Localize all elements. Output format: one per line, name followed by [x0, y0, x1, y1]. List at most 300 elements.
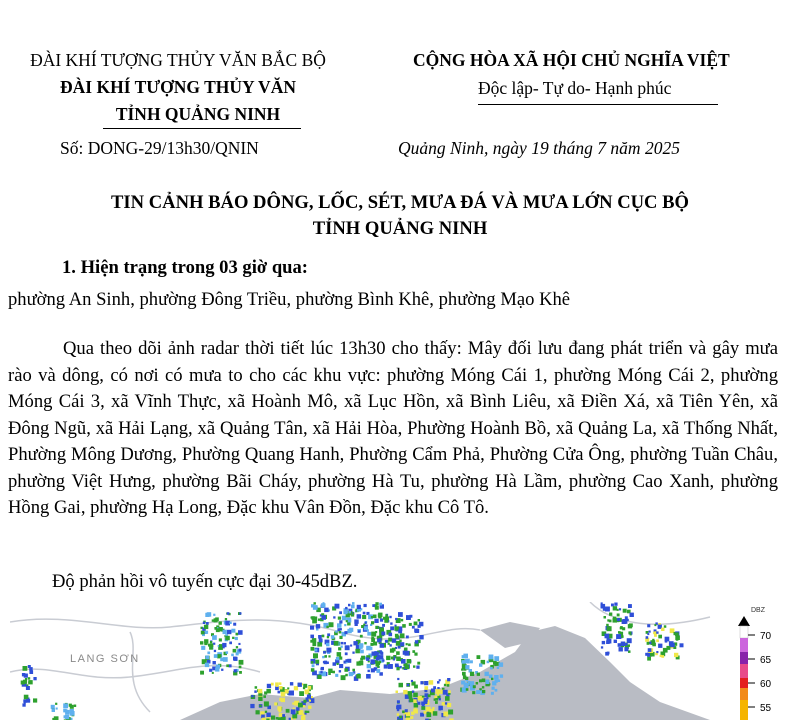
radar-echo-cell [409, 695, 413, 699]
radar-echo-cell [628, 631, 631, 634]
radar-echo-cell [279, 698, 282, 701]
radar-echo-cell [205, 663, 209, 667]
radar-echo-cell [447, 678, 450, 681]
agency-name: ĐÀI KHÍ TƯỢNG THỦY VĂN [60, 77, 296, 97]
legend-tick-55: 55 [760, 703, 772, 714]
radar-echo-cell [355, 649, 360, 654]
radar-echo-cell [239, 649, 242, 652]
radar-echo-cell [405, 651, 410, 656]
radar-echo-cell [397, 678, 399, 680]
radar-echo-cell [605, 634, 610, 639]
radar-echo-cell [489, 655, 493, 659]
radar-echo-cell [206, 622, 209, 625]
radar-echo-cell [665, 640, 668, 643]
radar-echo-cell [361, 656, 365, 660]
radar-echo-cell [656, 631, 658, 633]
radar-echo-cell [221, 669, 223, 671]
radar-echo-cell [405, 709, 408, 712]
radar-echo-cell [448, 710, 453, 715]
radar-echo-cell [275, 686, 279, 690]
radar-echo-cell [656, 651, 658, 653]
radar-echo-cell [258, 697, 262, 701]
radar-echo-cell [298, 703, 303, 708]
motto-underline [478, 104, 718, 105]
radar-echo-cell [375, 606, 379, 610]
radar-echo-cell [362, 615, 366, 619]
radar-echo-cell [389, 616, 391, 618]
radar-echo-cell [434, 698, 436, 700]
radar-echo-cell [360, 650, 364, 654]
radar-echo-cell [370, 643, 373, 646]
radar-echo-cell [51, 705, 55, 709]
radar-echo-cell [464, 683, 469, 688]
radar-echo-cell [424, 686, 428, 690]
radar-echo-cell [250, 704, 254, 708]
radar-echo-cell [661, 655, 664, 658]
radar-echo-cell [411, 680, 413, 682]
radar-echo-cell [407, 684, 410, 687]
radar-echo-cell [339, 636, 342, 639]
radar-echo-cell [356, 674, 361, 679]
radar-echo-cell [337, 628, 340, 631]
radar-echo-cell [331, 635, 335, 639]
radar-echo-cell [396, 657, 401, 662]
radar-echo-cell [368, 670, 370, 672]
radar-echo-cell [399, 716, 402, 719]
radar-echo-cell [231, 654, 234, 657]
radar-echo-cell [339, 670, 341, 672]
radar-echo-cell [402, 624, 406, 628]
radar-echo-cell [279, 713, 283, 717]
radar-echo-cell [628, 644, 631, 647]
radar-echo-cell [344, 668, 348, 672]
radar-echo-cell [433, 711, 438, 716]
radar-echo-cell [28, 682, 30, 684]
radar-echo-cell [225, 636, 230, 641]
radar-echo-cell [320, 668, 322, 670]
radar-echo-cell [627, 638, 632, 643]
radar-echo-cell [616, 634, 621, 639]
reflectivity-line: Độ phản hồi vô tuyến cực đại 30-45dBZ. [52, 571, 358, 592]
radar-echo-cell [310, 626, 314, 630]
radar-echo-cell [266, 713, 270, 717]
radar-echo-cell [445, 702, 447, 704]
radar-echo-cell [664, 625, 667, 628]
radar-echo-cell [305, 711, 307, 713]
radar-echo-cell [229, 622, 231, 624]
radar-echo-cell [207, 652, 210, 655]
radar-echo-cell [214, 618, 218, 622]
section-heading: 1. Hiện trạng trong 03 giờ qua: [62, 257, 309, 278]
radar-echo-cell [428, 694, 431, 697]
radar-echo-cell [653, 632, 656, 635]
radar-echo-cell [317, 675, 321, 679]
radar-echo-cell [630, 613, 634, 617]
nation-name: CỘNG HÒA XÃ HỘI CHỦ NGHĨA VIỆT [413, 50, 730, 70]
radar-echo-cell [385, 614, 387, 616]
radar-echo-cell [354, 619, 358, 623]
radar-echo-cell [418, 625, 421, 628]
radar-echo-cell [345, 674, 348, 677]
radar-echo-cell [392, 638, 396, 642]
radar-echo-cell [607, 639, 612, 644]
radar-echo-cell [200, 671, 204, 675]
radar-echo-cell [618, 643, 622, 647]
radar-echo-cell [364, 604, 367, 607]
radar-echo-cell [351, 605, 355, 609]
radar-echo-cell [447, 684, 450, 687]
radar-echo-cell [617, 614, 620, 617]
radar-echo-cell [607, 652, 610, 655]
radar-echo-cell [24, 695, 29, 700]
radar-echo-cell [324, 608, 329, 613]
radar-echo-cell [74, 705, 77, 708]
radar-echo-cell [434, 696, 437, 699]
radar-echo-cell [341, 675, 346, 680]
radar-echo-cell [374, 656, 377, 659]
radar-echo-cell [364, 642, 366, 644]
radar-echo-cell [345, 659, 348, 662]
radar-echo-cell [213, 614, 215, 616]
radar-echo-cell [343, 610, 347, 614]
radar-echo-cell [398, 612, 403, 617]
radar-echo-cell [212, 619, 214, 621]
radar-echo-cell [65, 715, 69, 719]
radar-echo-cell [377, 636, 379, 638]
radar-echo-cell [437, 694, 439, 696]
radar-echo-cell [399, 683, 404, 688]
radar-echo-cell [436, 689, 441, 694]
radar-echo-cell [326, 648, 331, 653]
radar-echo-cell [628, 624, 632, 628]
doc-title-province: TỈNH QUẢNG NINH [312, 218, 488, 239]
radar-echo-cell [380, 628, 384, 632]
radar-place-label: LANG SƠN [70, 653, 140, 665]
radar-echo-cell [619, 608, 621, 610]
radar-echo-cell [236, 652, 239, 655]
radar-echo-cell [602, 641, 605, 644]
radar-echo-cell [447, 703, 451, 707]
radar-echo-cell [623, 609, 627, 613]
radar-echo-cell [601, 646, 603, 648]
agency-parent: ĐÀI KHÍ TƯỢNG THỦY VĂN BẮC BỘ [30, 50, 326, 70]
radar-echo-cell [348, 611, 351, 614]
radar-echo-cell [494, 656, 499, 661]
radar-echo-cell [335, 631, 337, 633]
radar-echo-cell [380, 643, 384, 647]
radar-echo-cell [255, 686, 258, 689]
radar-echo-cell [321, 615, 326, 620]
radar-echo-cell [314, 602, 316, 604]
radar-echo-cell [429, 680, 434, 685]
radar-echo-cell [324, 661, 328, 665]
radar-echo-cell [388, 664, 393, 669]
radar-echo-cell [658, 635, 662, 639]
radar-echo-cell [307, 695, 311, 699]
radar-echo-cell [413, 693, 418, 698]
radar-echo-cell [55, 703, 57, 705]
radar-echo-cell [278, 691, 281, 694]
radar-echo-cell [313, 605, 318, 610]
radar-echo-cell [412, 626, 415, 629]
radar-echo-cell [212, 672, 214, 674]
radar-echo-cell [656, 639, 659, 642]
radar-echo-cell [233, 623, 236, 626]
radar-echo-cell [219, 621, 222, 624]
radar-echo-cell [333, 662, 337, 666]
radar-echo-cell [444, 684, 446, 686]
radar-echo-cell [465, 677, 468, 680]
radar-echo-cell [233, 649, 237, 653]
radar-echo-cell [609, 620, 612, 623]
radar-echo-cell [379, 603, 382, 606]
radar-echo-cell [371, 616, 373, 618]
radar-echo-cell [229, 642, 232, 645]
radar-echo-cell [320, 671, 322, 673]
radar-echo-cell [402, 711, 405, 714]
radar-echo-cell [205, 613, 209, 617]
radar-echo-cell [323, 651, 326, 654]
radar-echo-cell [376, 669, 380, 673]
radar-echo-cell [315, 660, 319, 664]
radar-echo-cell [328, 669, 332, 673]
radar-echo-cell [367, 664, 371, 668]
radar-echo-cell [357, 614, 362, 619]
radar-echo-cell [339, 631, 342, 634]
radar-echo-cell [418, 696, 422, 700]
radar-echo-cell [352, 602, 355, 605]
radar-echo-cell [461, 669, 463, 671]
radar-echo-cell [275, 682, 279, 686]
radar-echo-cell [628, 604, 632, 608]
radar-echo-cell [236, 646, 238, 648]
radar-echo-cell [380, 652, 383, 655]
radar-echo-cell [413, 665, 415, 667]
radar-echo-cell [289, 691, 294, 696]
radar-echo-cell [336, 657, 339, 660]
radar-echo-cell [406, 636, 409, 639]
radar-echo-cell [379, 661, 382, 664]
radar-echo-cell [313, 653, 318, 658]
radar-echo-cell [384, 619, 388, 623]
radar-echo-cell [396, 651, 400, 655]
radar-echo-cell [311, 647, 315, 651]
radar-echo-cell [363, 624, 365, 626]
radar-echo-cell [209, 646, 213, 650]
radar-echo-cell [205, 631, 208, 634]
radar-echo-cell [466, 688, 469, 691]
radar-echo-cell [303, 687, 305, 689]
radar-echo-cell [649, 631, 651, 633]
radar-echo-cell [258, 689, 262, 693]
radar-echo-cell [335, 604, 340, 609]
radar-echo-cell [296, 707, 300, 711]
radar-echo-cell [332, 671, 335, 674]
radar-echo-cell [200, 641, 203, 644]
radar-echo-cell [311, 661, 314, 664]
radar-echo-cell [299, 691, 304, 696]
radar-echo-cell [286, 709, 290, 713]
radar-echo-cell [24, 702, 26, 704]
radar-echo-cell [294, 686, 298, 690]
radar-echo-cell [646, 636, 649, 639]
areas-line: phường An Sinh, phường Đông Triều, phường Bình Khê, phường Mạo Khê [8, 289, 571, 310]
radar-echo-cell [310, 640, 313, 643]
radar-echo-cell [482, 690, 485, 693]
radar-echo-cell [622, 627, 625, 630]
radar-image [10, 602, 800, 720]
radar-map [10, 602, 800, 720]
radar-echo-cell [437, 681, 440, 684]
radar-echo-cell [482, 686, 484, 688]
radar-echo-cell [322, 656, 324, 658]
radar-echo-cell [219, 638, 222, 641]
radar-echo-cell [282, 714, 285, 717]
radar-echo-cell [285, 689, 289, 693]
radar-echo-cell [376, 652, 379, 655]
radar-echo-cell [287, 687, 289, 689]
radar-echo-cell [609, 613, 612, 616]
radar-echo-cell [414, 653, 417, 656]
radar-echo-cell [391, 657, 394, 660]
radar-echo-cell [298, 683, 302, 687]
radar-echo-cell [279, 686, 282, 689]
radar-echo-cell [234, 669, 237, 672]
radar-echo-cell [413, 709, 418, 714]
radar-echo-cell [463, 654, 468, 659]
radar-echo-cell [345, 645, 350, 650]
doc-title: TIN CẢNH BÁO DÔNG, LỐC, SÉT, MƯA ĐÁ VÀ MƯA LỚN CỤC BỘ [111, 192, 689, 213]
radar-echo-cell [356, 661, 360, 665]
radar-echo-cell [604, 616, 607, 619]
radar-echo-cell [214, 650, 216, 652]
radar-echo-cell [308, 706, 311, 709]
radar-echo-cell [468, 681, 471, 684]
radar-echo-cell [70, 709, 74, 713]
radar-echo-cell [24, 674, 28, 678]
radar-echo-cell [239, 660, 244, 665]
radar-echo-cell [352, 669, 355, 672]
radar-echo-cell [380, 619, 383, 622]
radar-echo-cell [487, 661, 490, 664]
radar-legend [730, 602, 800, 720]
radar-echo-cell [319, 639, 323, 643]
radar-echo-cell [382, 624, 385, 627]
legend-tick-60: 60 [760, 679, 772, 690]
radar-echo-cell [204, 625, 208, 629]
radar-echo-cell [403, 690, 407, 694]
radar-echo-cell [491, 678, 493, 680]
radar-echo-cell [222, 643, 226, 647]
radar-echo-cell [377, 638, 381, 642]
radar-echo-cell [400, 642, 404, 646]
radar-echo-cell [680, 643, 684, 647]
radar-echo-cell [324, 655, 327, 658]
radar-echo-cell [372, 604, 375, 607]
radar-echo-cell [390, 649, 394, 653]
radar-echo-cell [345, 607, 347, 609]
radar-echo-cell [277, 706, 281, 710]
agency-province: TỈNH QUẢNG NINH [115, 104, 281, 124]
radar-echo-cell [439, 698, 441, 700]
radar-echo-cell [654, 624, 656, 626]
radar-echo-cell [225, 618, 227, 620]
radar-echo-cell [409, 623, 412, 626]
radar-echo-cell [231, 629, 235, 633]
radar-echo-cell [395, 635, 399, 639]
radar-echo-cell [611, 604, 614, 607]
radar-echo-cell [226, 664, 229, 667]
radar-echo-cell [375, 626, 378, 629]
radar-echo-cell [417, 702, 420, 705]
radar-echo-cell [476, 682, 479, 685]
radar-echo-cell [235, 637, 238, 640]
radar-echo-cell [333, 616, 335, 618]
radar-echo-cell [303, 700, 306, 703]
radar-echo-cell [352, 652, 354, 654]
radar-echo-cell [401, 659, 406, 664]
radar-echo-cell [334, 641, 339, 646]
radar-echo-cell [477, 673, 480, 676]
radar-echo-cell [395, 618, 397, 620]
radar-echo-cell [426, 707, 431, 712]
radar-echo-cell [374, 619, 378, 623]
radar-echo-cell [335, 674, 338, 677]
radar-echo-cell [421, 702, 425, 706]
radar-echo-cell [311, 616, 315, 620]
radar-echo-cell [425, 701, 428, 704]
radar-echo-cell [411, 681, 415, 685]
radar-echo-cell [337, 623, 342, 628]
radar-echo-cell [203, 622, 205, 624]
radar-echo-cell [366, 658, 369, 661]
radar-echo-cell [647, 642, 650, 645]
radar-echo-cell [23, 666, 28, 671]
radar-echo-cell [223, 630, 227, 634]
radar-echo-cell [339, 657, 342, 660]
radar-echo-cell [209, 669, 212, 672]
radar-echo-cell [477, 655, 481, 659]
radar-echo-cell [263, 695, 266, 698]
radar-echo-cell [316, 624, 320, 628]
radar-echo-cell [308, 686, 312, 690]
radar-echo-cell [375, 631, 377, 633]
radar-echo-cell [437, 687, 439, 689]
radar-echo-cell [462, 660, 466, 664]
radar-echo-cell [405, 665, 410, 670]
radar-echo-cell [328, 655, 330, 657]
radar-echo-cell [371, 621, 374, 624]
radar-echo-cell [339, 620, 342, 623]
radar-echo-cell [495, 689, 498, 692]
radar-echo-cell [398, 629, 402, 633]
radar-echo-cell [339, 664, 343, 668]
radar-echo-cell [411, 716, 414, 719]
radar-echo-cell [619, 647, 623, 651]
nation-motto: Độc lập- Tự do- Hạnh phúc [478, 78, 672, 98]
radar-echo-cell [359, 643, 363, 647]
radar-echo-cell [327, 636, 329, 638]
radar-echo-cell [366, 646, 371, 651]
doc-number: Số: DONG-29/13h30/QNIN [60, 138, 259, 158]
radar-echo-cell [663, 648, 668, 653]
radar-echo-cell [379, 655, 383, 659]
legend-tick-70: 70 [760, 631, 772, 642]
radar-echo-cell [212, 635, 217, 640]
radar-echo-cell [318, 619, 320, 621]
radar-echo-cell [370, 659, 375, 664]
radar-echo-cell [312, 664, 315, 667]
